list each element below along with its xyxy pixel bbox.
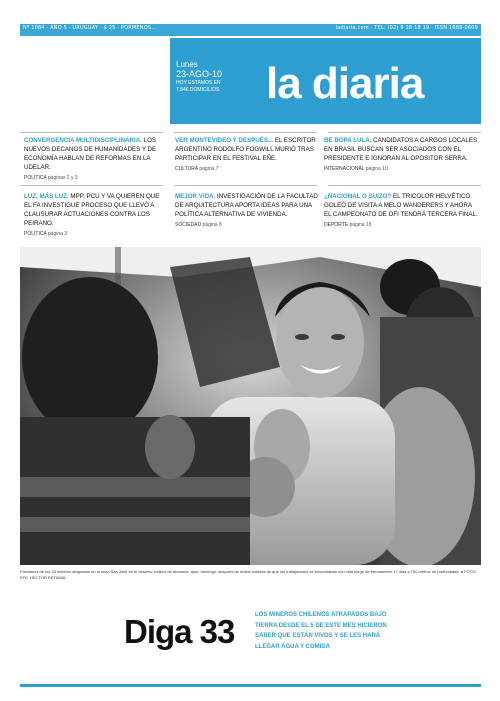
story-section: INTERNACIONAL [324, 166, 365, 172]
miners-families-photo [20, 247, 481, 565]
story-page: página 10 [365, 166, 388, 172]
story-text: EL ESCRITOR ARGENTINO RODOLFO FOGWILL MURIÓ TRAS PARTICIPAR EN EL FESTIVAL EÑE. [175, 137, 316, 162]
story-section: POLÍTICA [24, 175, 47, 181]
story-text: CANDIDATOS A CARGOS LOCALES EN BRASIL BUSCAN SER ASOCIADOS CON EL PRESIDENTE E IGNORAN AL OPOSITOR SERRA. [324, 137, 478, 162]
story-section: DEPORTE [324, 222, 349, 228]
story-footer [24, 175, 167, 182]
story-text: EL TRICOLOR HELVÉTICO GOLEÓ DE VISITA A MELO WANDERERS Y AHORA EL CAMPEONATO DE OFI TENDRÁ TERCERA FINAL. [324, 193, 478, 218]
story-text: INVESTIGACIÓN DE LA FACULTAD DE ARQUITECTURA APORTA IDEAS PARA UNA POLÍTICA ALTERNATIVA DE VIVIENDA. [175, 193, 318, 218]
story-peirano[interactable] [24, 192, 167, 238]
story-headline [175, 136, 318, 163]
contact-info: ladiaria.com · TEL: (02) 9 18 18 19 · ISSN 1688-0609 [335, 25, 478, 31]
masthead-circulation [176, 80, 221, 94]
story-kicker: LUZ, MÁS LUZ. [24, 193, 69, 200]
divider [20, 132, 163, 133]
lead-deck: LOS MINEROS CHILENOS ATRAPADOS BAJO TIERRA DESDE EL 5 DE ESTE MES HICIERON SABER QUE ESTÁN VIVOS Y SE LES HARÁ LLEGAR AGUA Y COMIDA [255, 612, 387, 650]
masthead-day: Lunes [176, 60, 198, 69]
story-text: MPP, PCU Y VA QUIEREN QUE EL FA INVESTIGUE PROCESO QUE LLEVÓ A CLAUSURAR ACTUACIONES CONTRA LOS PEIRANO. [24, 193, 160, 227]
story-footer [324, 222, 478, 229]
story-kicker: ¿NACIONAL O SUIZO? [324, 193, 392, 200]
story-futbol[interactable] [324, 192, 478, 229]
story-headline [324, 136, 478, 163]
story-section: SOCIEDAD [175, 222, 202, 228]
story-footer [175, 222, 318, 229]
story-kicker: CONVERGENCIA MULTIDISCIPLINARIA. [24, 137, 142, 144]
divider [328, 185, 481, 186]
story-section: POLÍTICA [24, 231, 47, 237]
circulation-line: HOY ESTAMOS EN [176, 80, 221, 86]
story-lula[interactable] [324, 136, 478, 173]
story-headline [24, 136, 167, 172]
masthead-date: 23-AGO-10 [176, 69, 223, 79]
story-kicker: VER MONTEVIDEO Y DESPUÉS... [175, 137, 274, 144]
story-page: página 7 [199, 166, 219, 172]
story-footer [24, 231, 167, 238]
newspaper-logo[interactable]: la diaria [266, 59, 424, 108]
lead-headline: Diga 33 [124, 613, 235, 650]
story-headline [175, 192, 318, 219]
story-kicker: BE BOPA LULA. [324, 137, 372, 144]
story-page: páginas 2 y 3 [47, 175, 78, 181]
story-section: CULTURA [175, 166, 198, 172]
story-vivienda[interactable] [175, 192, 318, 229]
story-footer [324, 166, 478, 173]
story-page: página 3 [47, 231, 68, 237]
issue-info: Nº 1084 · AÑO 5 · URUGUAY · $ 25 · PORMENOS... [23, 25, 157, 31]
story-kicker: MEJOR VIDA. [175, 193, 216, 200]
divider [328, 132, 481, 133]
story-page: página 8 [202, 222, 222, 228]
divider [20, 185, 163, 186]
top-info-bar [20, 24, 481, 36]
bottom-rule [20, 684, 481, 687]
story-footer [175, 166, 318, 173]
divider [174, 185, 317, 186]
story-page: página 15 [349, 222, 372, 228]
circulation-line: 7.846 DOMICILIOS [176, 87, 220, 93]
photo-caption: Familiares de los 33 mineros atrapados en la mina San José en el desierto chileno de Atacama, ayer, domingo, después de recibir noticias de que los trabajadores se encontraban con vida luego de permanecer 17 días a 700 metros de profundidad. ● FOTO: EFE, HECTOR RETAMAL [20, 569, 477, 580]
story-convergencia[interactable] [24, 136, 167, 182]
divider [174, 132, 317, 133]
story-headline [324, 192, 478, 219]
story-fogwill[interactable] [175, 136, 318, 173]
story-text: LOS NUEVOS DECANOS DE HUMANIDADES Y DE ECONOMÍA HABLAN DE REFORMAS EN LA UDELAR. [24, 137, 157, 171]
lead-story-box[interactable] [20, 586, 481, 686]
story-headline [24, 192, 167, 228]
main-photo[interactable] [20, 247, 481, 565]
